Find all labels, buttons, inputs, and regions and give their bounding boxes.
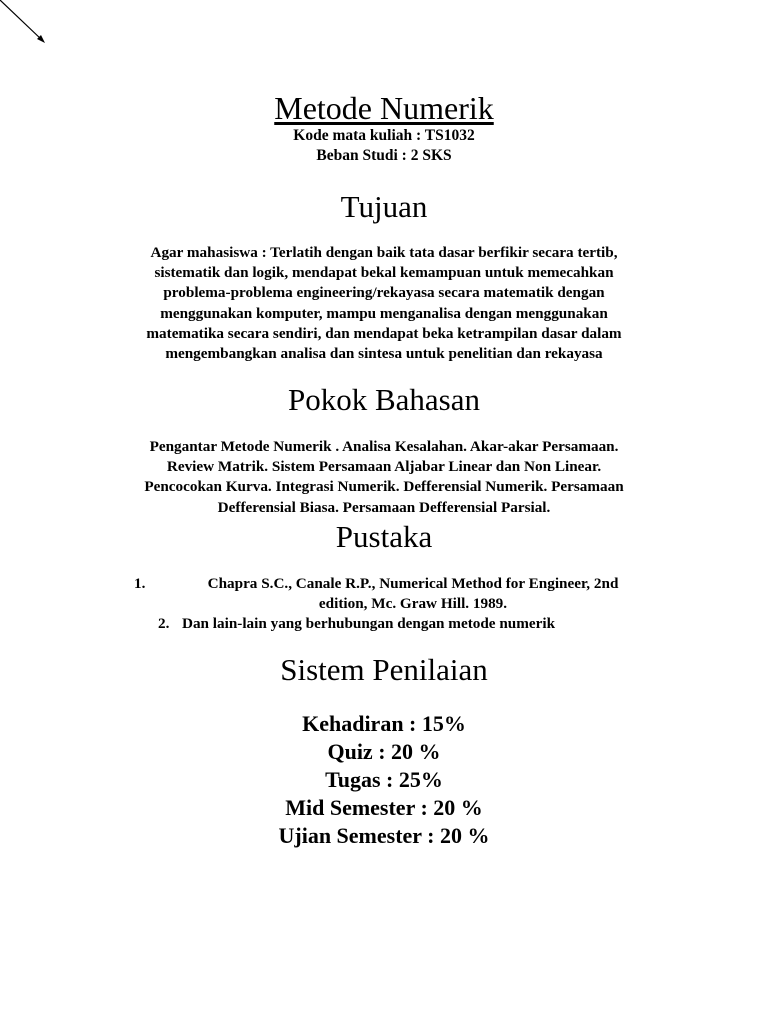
tujuan-line: menggunakan komputer, mampu menganalisa dengan menggunakan — [160, 304, 608, 322]
grading-item: Tugas : 25% — [325, 767, 443, 792]
tujuan-line: mengembangkan analisa dan sintesa untuk penelitian dan rekayasa — [165, 345, 603, 363]
tujuan-line: sistematik dan logik, mendapat bekal kemampuan untuk memecahkan — [154, 264, 614, 282]
grading-item: Quiz : 20 % — [327, 739, 441, 764]
reference-item — [130, 614, 670, 634]
section-heading-sistem-penilaian: Sistem Penilaian — [280, 652, 488, 687]
grading-item: Kehadiran : 15% — [302, 711, 466, 736]
tujuan-line: matematika secara sendiri, dan mendapat beka ketrampilan dasar dalam — [146, 324, 622, 342]
grading-item: Mid Semester : 20 % — [285, 795, 483, 820]
reference-line: edition, Mc. Graw Hill. 1989. — [318, 595, 508, 612]
grading-item: Ujian Semester : 20 % — [278, 823, 490, 848]
pokok-bahasan-line: Pengantar Metode Numerik . Analisa Kesalahan. Akar-akar Persamaan. — [149, 438, 619, 455]
tujuan-line: problema-problema engineering/rekayasa secara matematik dengan — [163, 284, 605, 302]
page-title: Metode Numerik — [274, 90, 494, 126]
pokok-bahasan-line: Review Matrik. Sistem Persamaan Aljabar Linear dan Non Linear. — [166, 458, 602, 476]
study-load: Beban Studi : 2 SKS — [316, 147, 452, 164]
reference-number: 1. — [134, 575, 146, 592]
section-heading-tujuan: Tujuan — [340, 189, 428, 224]
tujuan-line: Agar mahasiswa : Terlatih dengan baik tata dasar berfikir secara tertib, — [150, 244, 618, 261]
section-heading-pustaka: Pustaka — [335, 519, 433, 554]
reference-text — [166, 574, 670, 614]
section-heading-pokok-bahasan: Pokok Bahasan — [287, 382, 480, 417]
reference-number: 2. — [158, 615, 170, 632]
course-code: Kode mata kuliah : TS1032 — [293, 127, 475, 144]
reference-line: Dan lain-lain yang berhubungan dengan metode numerik — [182, 615, 556, 632]
arrow-pointer-icon — [0, 0, 60, 60]
reference-list — [130, 574, 670, 634]
pokok-bahasan-line: Pencocokan Kurva. Integrasi Numerik. Defferensial Numerik. Persamaan — [144, 478, 624, 496]
tujuan-paragraph — [84, 243, 684, 364]
pokok-bahasan-line: Defferensial Biasa. Persamaan Defferensial Parsial. — [217, 498, 551, 516]
pokok-bahasan-paragraph — [84, 437, 684, 518]
reference-item — [130, 574, 670, 614]
grading-list — [0, 710, 768, 850]
reference-line: Chapra S.C., Canale R.P., Numerical Method for Engineer, 2nd — [207, 575, 619, 592]
